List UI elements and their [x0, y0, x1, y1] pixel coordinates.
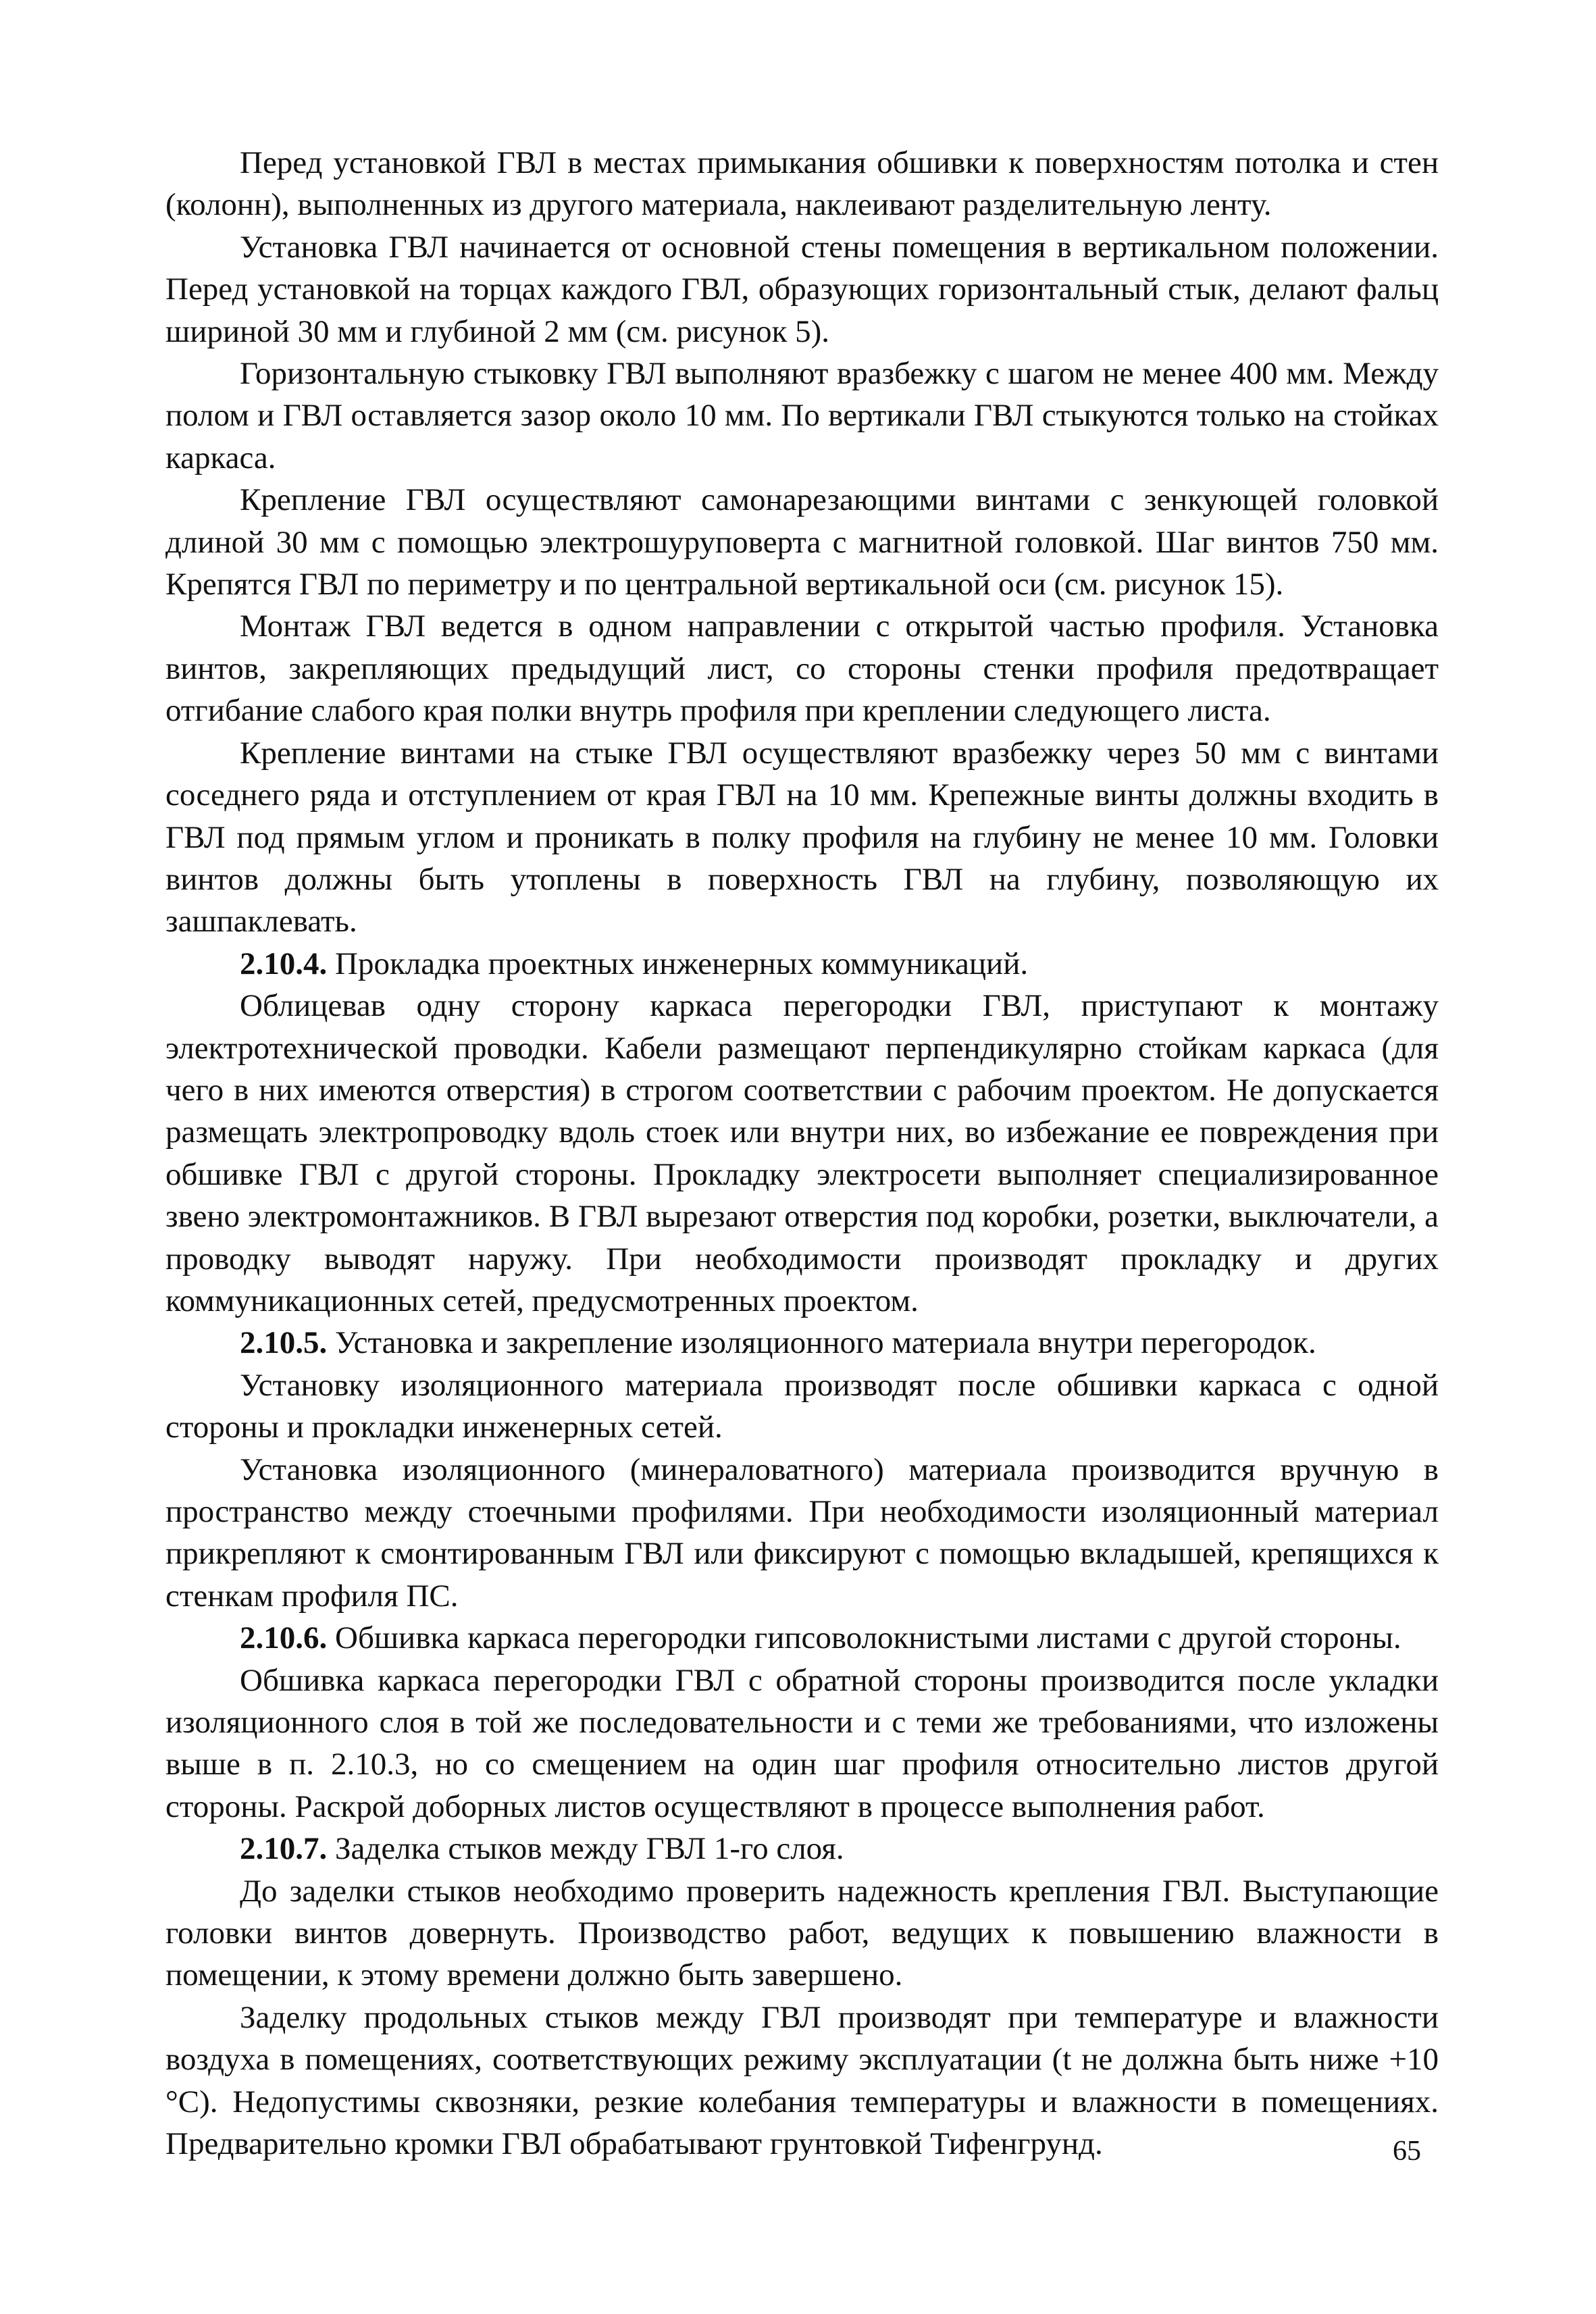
section-2-10-6-heading	[165, 1617, 1439, 1659]
paragraph-4	[165, 479, 1439, 605]
paragraph-13-text: Обшивка каркаса перегородки ГВЛ с обратной стороны производится после укладки изоляционного слоя в той же последовательности и с теми же требованиями, что изложены выше в п. 2.10.3, но со смещением на один шаг профиля относительно листов другой стороны. Раскрой доборных листов осуществляют в процессе выполнения работ.	[165, 1662, 1439, 1824]
paragraph-11-text: Установка изоляционного (минераловатного) материала производится вручную в пространство между стоечными профилями. При необходимости изоляционный материал прикрепляют к смонтированным ГВЛ или фиксируют с помощью вкладышей, крепящихся к стенкам профиля ПС.	[165, 1451, 1439, 1614]
paragraph-6-text: Крепление винтами на стыке ГВЛ осуществляют вразбежку через 50 мм с винтами соседнего ряда и отступлением от края ГВЛ на 10 мм. Крепежные винты должны входить в ГВЛ под прямым углом и проникать в полку профиля на глубину не менее 10 мм. Головки винтов должны быть утоплены в поверхность ГВЛ на глубину, позволяющую их зашпаклевать.	[165, 735, 1439, 940]
paragraph-5	[165, 605, 1439, 731]
paragraph-1	[165, 142, 1439, 226]
section-2-10-5-heading	[165, 1322, 1439, 1364]
paragraph-1-text: Перед установкой ГВЛ в местах примыкания обшивки к поверхностям потолка и стен (колонн), выполненных из другого материала, наклеивают разделительную ленту.	[165, 145, 1439, 223]
paragraph-2-text: Установка ГВЛ начинается от основной стены помещения в вертикальном положении. Перед установкой на торцах каждого ГВЛ, образующих горизонтальный стык, делают фальц шириной 30 мм и глубиной 2 мм (см. рисунок 5).	[165, 229, 1439, 349]
section-number: 2.10.4.	[240, 946, 328, 981]
paragraph-10-text: Установку изоляционного материала производят после обшивки каркаса с одной стороны и прокладки инженерных сетей.	[165, 1367, 1439, 1445]
paragraph-10	[165, 1364, 1439, 1449]
section-2-10-4-heading	[165, 943, 1439, 985]
section-title: Обшивка каркаса перегородки гипсоволокнистыми листами с другой стороны.	[335, 1620, 1401, 1656]
section-title: Заделка стыков между ГВЛ 1-го слоя.	[335, 1831, 844, 1867]
section-number: 2.10.6.	[240, 1620, 328, 1656]
paragraph-8-text: Облицевав одну сторону каркаса перегородки ГВЛ, приступают к монтажу электротехнической проводки. Кабели размещают перпендикулярно стойкам каркаса (для чего в них имеются отверстия) в строгом соответствии с рабочим проектом. Не допускается размещать электропроводку вдоль стоек или внутри них, во избежание ее повреждения при обшивке ГВЛ с другой стороны. Прокладку электросети выполняет специализированное звено электромонтажников. В ГВЛ вырезают отверстия под коробки, розетки, выключатели, а проводку выводят наружу. При необходимости производят прокладку и других коммуникационных сетей, предусмотренных проектом.	[165, 988, 1439, 1318]
paragraph-11	[165, 1449, 1439, 1618]
paragraph-16	[165, 1997, 1439, 2165]
paragraph-16-text: Заделку продольных стыков между ГВЛ производят при температуре и влажности воздуха в помещениях, соответствующих режиму эксплуатации (t не должна быть ниже +10 °С). Недопустимы сквозняки, резкие колебания температуры и влажности в помещениях. Предварительно кромки ГВЛ обрабатывают грунтовкой Тифенгрунд.	[165, 1999, 1439, 2162]
paragraph-15-text: До заделки стыков необходимо проверить надежность крепления ГВЛ. Выступающие головки винтов довернуть. Производство работ, ведущих к повышению влажности в помещении, к этому времени должно быть завершено.	[165, 1873, 1439, 1993]
paragraph-4-text: Крепление ГВЛ осуществляют самонарезающими винтами с зенкующей головкой длиной 30 мм с помощью электрошуруповерта с магнитной головкой. Шаг винтов 750 мм. Крепятся ГВЛ по периметру и по центральной вертикальной оси (см. рисунок 15).	[165, 482, 1439, 602]
paragraph-5-text: Монтаж ГВЛ ведется в одном направлении с открытой частью профиля. Установка винтов, закрепляющих предыдущий лист, со стороны стенки профиля предотвращает отгибание слабого края полки внутрь профиля при креплении следующего листа.	[165, 609, 1439, 729]
paragraph-2	[165, 226, 1439, 353]
paragraph-6	[165, 732, 1439, 943]
paragraph-3-text: Горизонтальную стыковку ГВЛ выполняют вразбежку с шагом не менее 400 мм. Между полом и ГВЛ оставляется зазор около 10 мм. По вертикали ГВЛ стыкуются только на стойках каркаса.	[165, 356, 1439, 475]
page-number: 65	[1393, 2136, 1421, 2167]
paragraph-8	[165, 985, 1439, 1322]
paragraph-3	[165, 353, 1439, 479]
section-title: Прокладка проектных инженерных коммуникаций.	[335, 946, 1029, 981]
section-2-10-7-heading	[165, 1828, 1439, 1870]
document-page	[165, 142, 1439, 2165]
section-number: 2.10.5.	[240, 1325, 328, 1361]
paragraph-13	[165, 1660, 1439, 1828]
section-number: 2.10.7.	[240, 1831, 328, 1867]
paragraph-15	[165, 1870, 1439, 1997]
section-title: Установка и закрепление изоляционного материала внутри перегородок.	[335, 1325, 1316, 1361]
